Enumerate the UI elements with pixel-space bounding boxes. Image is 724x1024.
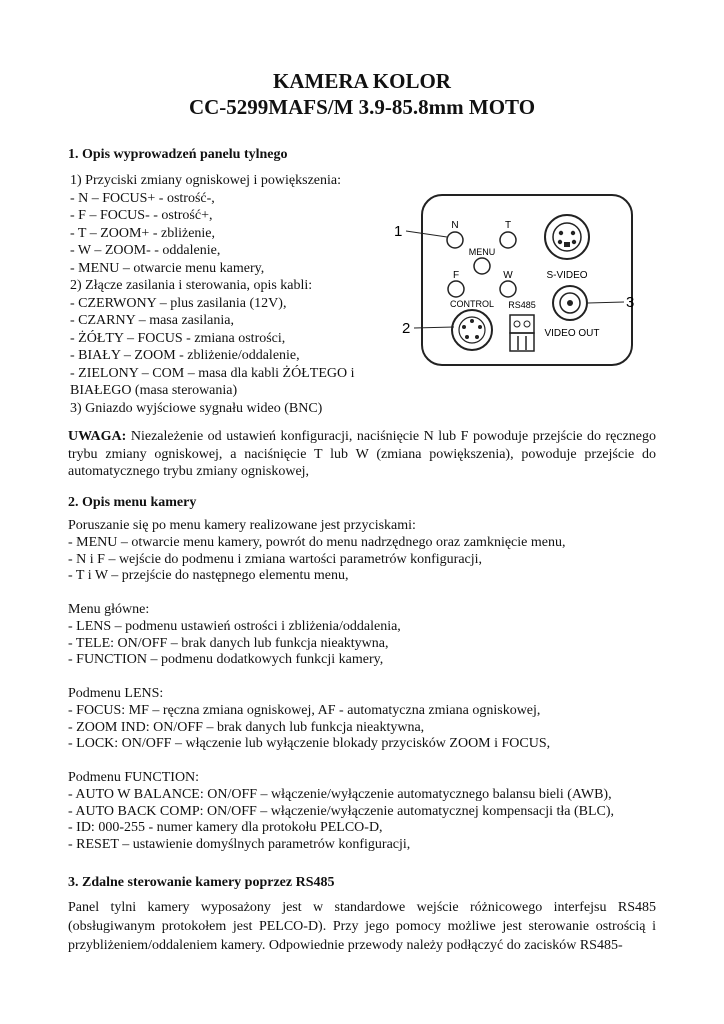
svideo-pin xyxy=(571,231,575,235)
menu-navigation-line: Poruszanie się po menu kamery realizowane jest przyciskami: xyxy=(68,518,416,533)
button-w xyxy=(500,281,516,297)
rear-panel-diagram xyxy=(392,190,642,375)
document-title xyxy=(0,68,724,120)
control-pin xyxy=(462,325,466,329)
menu-navigation-line: - N i F – wejście do podmenu i zmiana wartości parametrów konfiguracji, xyxy=(68,551,483,567)
menu-navigation-line: - MENU – otwarcie menu kamery, powrót do menu nadrzędnego oraz zamknięcie menu, xyxy=(68,534,566,550)
control-connector xyxy=(452,310,492,350)
section-1-pin-list xyxy=(70,172,354,417)
control-pin xyxy=(478,325,482,329)
function-submenu-block xyxy=(68,770,614,854)
pin-description-item: - MENU – otwarcie menu kamery, xyxy=(70,260,265,276)
callout-3: 3 xyxy=(626,294,635,311)
function-submenu-line: Podmenu FUNCTION: xyxy=(68,770,200,785)
main-menu-line: - TELE: ON/OFF – brak danych lub funkcja nieaktywna, xyxy=(68,635,389,651)
function-submenu-line: - AUTO W BALANCE: ON/OFF – włączenie/wyłączenie automatycznego balansu bieli (AWB), xyxy=(68,786,612,802)
function-submenu-list xyxy=(68,770,614,854)
pin-description-item: 3) Gniazdo wyjściowe sygnału wideo (BNC) xyxy=(70,400,323,416)
main-menu-block xyxy=(68,602,401,669)
button-f xyxy=(448,281,464,297)
label-f: F xyxy=(452,270,460,281)
label-video-out: VIDEO OUT xyxy=(544,328,600,339)
label-svideo: S-VIDEO xyxy=(546,270,588,281)
label-menu: MENU xyxy=(468,247,496,257)
pin-description-item: 2) Złącze zasilania i sterowania, opis kabli: xyxy=(70,278,313,293)
pin-description-item: - BIAŁY – ZOOM - zbliżenie/oddalenie, xyxy=(70,348,300,363)
title-line-1: KAMERA KOLOR xyxy=(273,69,451,93)
function-submenu-line: - RESET – ustawienie domyślnych parametrów konfiguracji, xyxy=(68,837,411,853)
section-2-heading: 2. Opis menu kamery xyxy=(68,495,197,510)
pin-description-item: - CZERWONY – plus zasilania (12V), xyxy=(70,295,287,311)
main-menu-line: - LENS – podmenu ustawień ostrości i zbliżenia/oddalenia, xyxy=(68,618,401,634)
pin-description-item: - T – ZOOM+ - zbliżenie, xyxy=(70,225,216,241)
title-line-2: CC-5299MAFS/M 3.9-85.8mm MOTO xyxy=(188,95,536,119)
callout-3-line xyxy=(588,302,624,303)
section-1-heading: 1. Opis wyprowadzeń panelu tylnego xyxy=(68,147,288,162)
label-t: T xyxy=(504,220,512,231)
svideo-pin xyxy=(572,240,576,244)
section-3-heading: 3. Zdalne sterowanie kamery poprzez RS485 xyxy=(68,875,335,890)
label-n: N xyxy=(451,220,459,231)
main-menu-list xyxy=(68,602,401,669)
control-pin xyxy=(470,319,474,323)
pin-description-item: BIAŁEGO (masa sterowania) xyxy=(70,383,238,398)
lens-submenu-line: Podmenu LENS: xyxy=(68,686,164,701)
bnc-pin xyxy=(567,300,573,306)
lens-submenu-list xyxy=(68,686,550,753)
pin-description-item: - CZARNY – masa zasilania, xyxy=(70,313,234,328)
svideo-key xyxy=(564,242,570,247)
callout-1-line xyxy=(406,231,447,237)
pin-description-item: 1) Przyciski zmiany ogniskowej i powiększenia: xyxy=(70,173,341,188)
svideo-pin xyxy=(558,240,562,244)
function-submenu-line: - ID: 000-255 - numer kamery dla protokołu PELCO-D, xyxy=(68,820,383,836)
label-rs485: RS485 xyxy=(508,300,536,310)
pin-description-item: - ŻÓŁTY – FOCUS - zmiana ostrości, xyxy=(70,330,286,346)
main-menu-line: Menu główne: xyxy=(68,602,150,617)
callout-2: 2 xyxy=(402,320,411,337)
button-menu xyxy=(474,258,490,274)
lens-submenu-block xyxy=(68,686,550,753)
callout-1: 1 xyxy=(394,223,403,240)
svideo-pin xyxy=(559,231,563,235)
rs485-screw xyxy=(514,321,520,327)
pin-description-list xyxy=(70,172,354,417)
lens-submenu-line: - FOCUS: MF – ręczna zmiana ogniskowej, AF - automatyczna zmiana ogniskowej, xyxy=(68,702,541,718)
lens-submenu-line: - LOCK: ON/OFF – włączenie lub wyłączenie blokady przycisków ZOOM i FOCUS, xyxy=(68,736,551,752)
rs485-screw xyxy=(524,321,530,327)
rs485-paragraph: Panel tylni kamery wyposażony jest w standardowe wejście różnicowego interfejsu RS485 (obsługiwanym protokołem jest PELCO-D). Przy jego pomocy możliwe jest sterowanie ostrością i przybliżeniem/oddaleniem kamery. Odpowiednie przewody należy podłączyć do zacisków RS485- xyxy=(68,900,656,953)
pin-description-item: - F – FOCUS- - ostrość+, xyxy=(70,208,213,223)
rs485-plug xyxy=(510,333,534,351)
pin-description-item: - W – ZOOM- - oddalenie, xyxy=(70,243,221,258)
menu-navigation-block xyxy=(68,518,565,585)
lens-submenu-line: - ZOOM IND: ON/OFF – brak danych lub funkcja nieaktywna, xyxy=(68,719,425,735)
svideo-connector xyxy=(545,215,589,259)
label-w: W xyxy=(503,270,513,281)
control-pin xyxy=(465,335,469,339)
pin-description-item: - ZIELONY – COM – masa dla kabli ŻÓŁTEGO i xyxy=(70,365,355,381)
warning-paragraph xyxy=(68,428,656,481)
label-control: CONTROL xyxy=(449,299,495,309)
warning-text: Niezależenie od ustawień konfiguracji, naciśnięcie N lub F powoduje przejście do ręcznego trybu zmiany ogniskowej, a naciśnięcie T lub W (zmiana powiększenia), powoduje przejście do automatycznego trybu zmiany ogniskowej, xyxy=(68,429,657,480)
main-menu-line: - FUNCTION – podmenu dodatkowych funkcji kamery, xyxy=(68,652,384,668)
warning-label: UWAGA: xyxy=(68,429,127,444)
callout-2-line xyxy=(414,327,454,328)
button-t xyxy=(500,232,516,248)
function-submenu-line: - AUTO BACK COMP: ON/OFF – włączenie/wyłączenie automatycznej kompensacji tła (BLC), xyxy=(68,803,615,819)
button-n xyxy=(447,232,463,248)
menu-navigation-list xyxy=(68,518,565,585)
menu-navigation-line: - T i W – przejście do następnego elementu menu, xyxy=(68,568,349,584)
pin-description-item: - N – FOCUS+ - ostrość-, xyxy=(70,190,215,206)
control-pin xyxy=(475,335,479,339)
